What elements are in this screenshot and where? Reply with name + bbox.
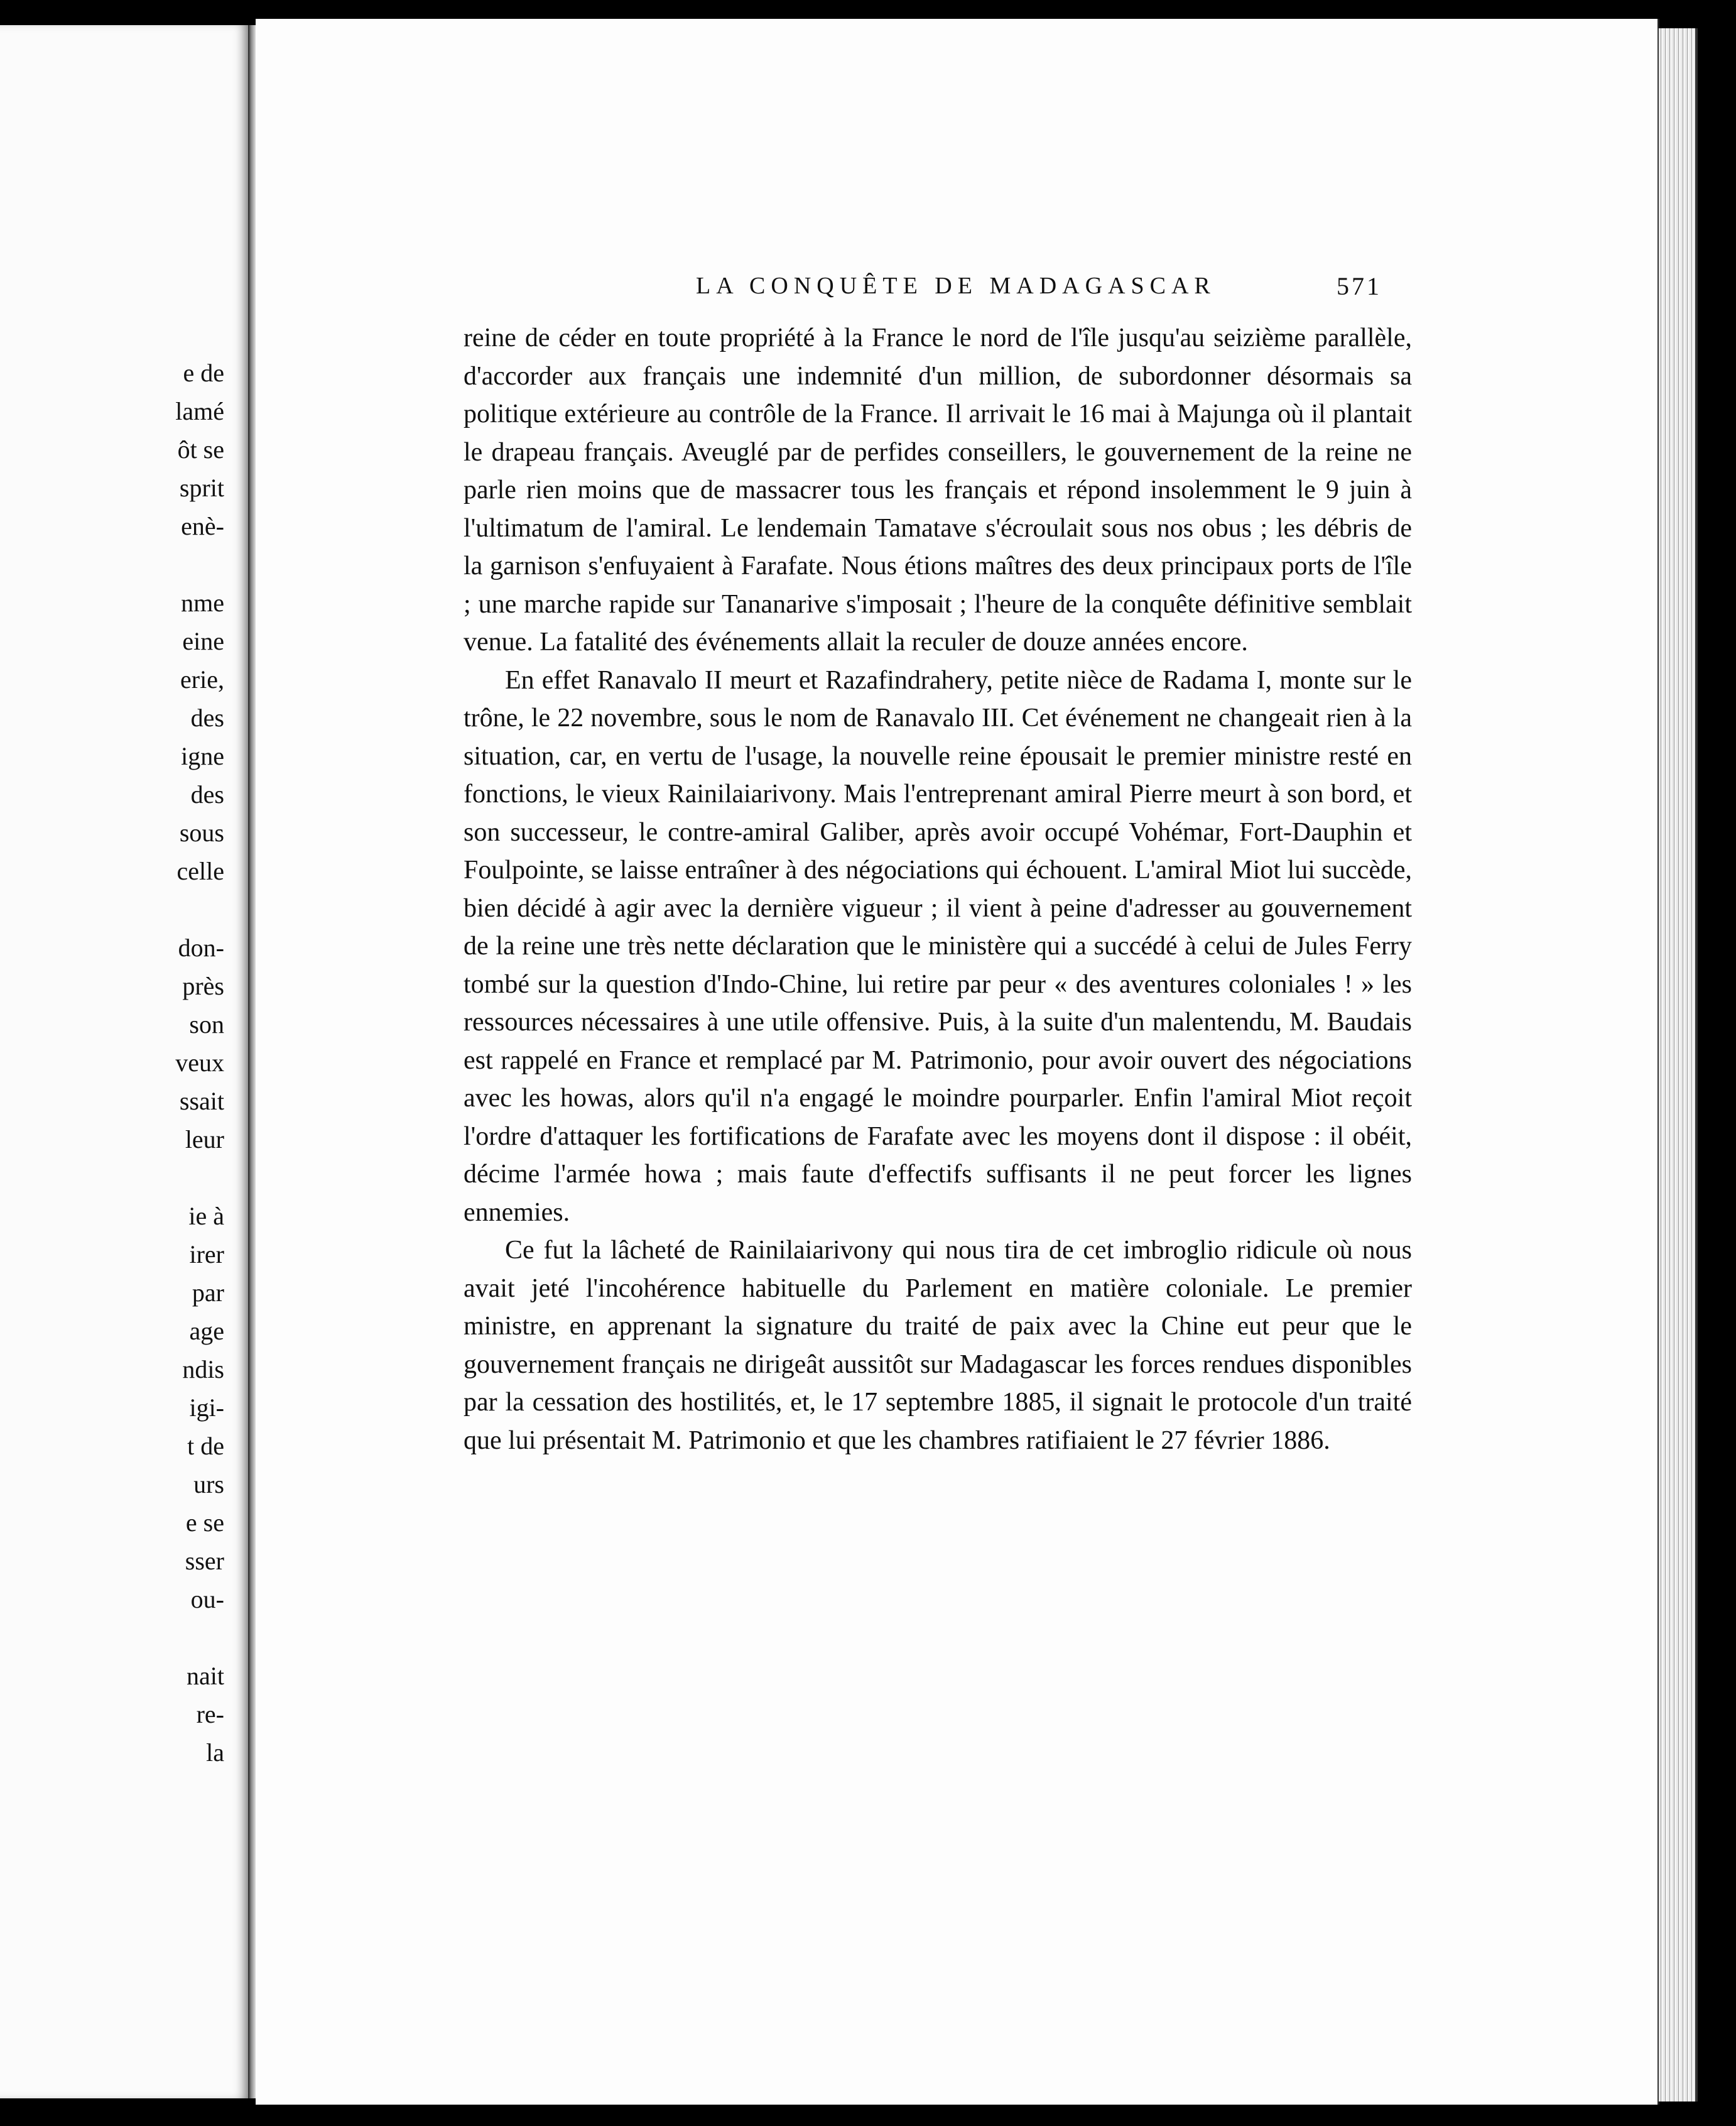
page-edges xyxy=(1657,28,1698,2101)
paragraph-1: reine de céder en toute propriété à la France le nord de l'île jusqu'au seizième parallèle, d'accorder aux français une indemnité d'un million, de subordonner désormais sa politique extérieure au contrôle de la France. Il arrivait le 16 mai à Majunga où il plantait le drapeau français. Aveuglé par de perfides conseillers, le gouvernement de la reine ne parle rien moins que de massacrer tous les français et répond insolemment le 9 juin à l'ultimatum de l'amiral. Le lendemain Tamatave s'écroulait sous nos obus ; les débris de la garnison s'enfuyaient à Farafate. Nous étions maîtres des deux principaux ports de l'île ; une marche rapide sur Tananarive s'imposait ; l'heure de la conquête définitive semblait venue. La fatalité des événements allait la reculer de douze années encore. xyxy=(464,324,1412,657)
body-text xyxy=(464,319,1412,1459)
running-title: LA CONQUÊTE DE MADAGASCAR xyxy=(696,273,1216,299)
page-number: 571 xyxy=(1337,272,1382,300)
facing-page-fragment: e se xyxy=(185,1508,224,1537)
book-gutter xyxy=(248,25,256,2098)
facing-page-fragment: lamé xyxy=(175,397,224,425)
facing-page-fragment: celle xyxy=(176,857,224,885)
facing-page-fragment: erie, xyxy=(180,665,224,694)
facing-page-fragment: sous xyxy=(179,819,224,847)
facing-page-fragment xyxy=(175,890,224,929)
facing-page-fragment: irer xyxy=(189,1240,224,1268)
paragraph-2: En effet Ranavalo II meurt et Razafindrahery, petite nièce de Radama I, monte sur le trône, le 22 novembre, sous le nom de Ranavalo III. Cet événement ne changeait rien à la situation, car, en vertu de l'usage, la nouvelle reine épousait le premier ministre resté en fonctions, le vieux Rainilaiarivony. Mais l'entreprenant amiral Pierre meurt à son bord, et son successeur, le contre-amiral Galiber, après avoir occupé Vohémar, Fort-Dauphin et Foulpointe, se laisse entraîner à des négociations qui échouent. L'amiral Miot lui succède, bien décidé à agir avec la dernière vigueur ; il vient à peine d'adresser au gouvernement de la reine une très nette déclaration que le ministère qui a succédé à celui de Jules Ferry tombé sur la question d'Indo-Chine, lui retire par peur « des aventures coloniales ! » les ressources nécessaires à une utile offensive. Puis, à la suite d'un malentendu, M. Baudais est rappelé en France et remplacé par M. Patrimonio, pour avoir ouvert des négociations avec les howas, alors qu'il n'a engagé le moindre pourparler. Enfin l'amiral Miot reçoit l'ordre d'attaquer les fortifications de Farafate avec les moyens dont il dispose : il obéit, décime l'armée howa ; mais faute d'effectifs suffisants il ne peut forcer les lignes ennemies. xyxy=(464,665,1412,1227)
facing-page-fragment: sprit xyxy=(179,474,224,502)
facing-page-fragment: nait xyxy=(187,1662,224,1690)
facing-page-fragment: nme xyxy=(181,589,224,617)
facing-page-fragment: ssait xyxy=(179,1087,224,1115)
facing-page-fragment: ôt se xyxy=(177,435,224,464)
facing-page-fragment: enè- xyxy=(181,512,224,540)
facing-page-fragment: ie à xyxy=(188,1202,224,1230)
facing-page-fragment: don- xyxy=(178,934,224,962)
facing-page-fragment: eine xyxy=(182,627,224,655)
facing-page-fragment xyxy=(175,1618,224,1657)
facing-page-fragment: age xyxy=(189,1317,224,1345)
facing-page-fragment: veux xyxy=(175,1049,224,1077)
facing-page-fragment: près xyxy=(182,972,224,1000)
facing-page-fragment: re- xyxy=(196,1700,224,1728)
paragraph-3: Ce fut la lâcheté de Rainilaiarivony qui nous tira de cet imbroglio ridicule où nous avait jeté l'incohérence habituelle du Parlement en matière coloniale. Le premier ministre, en apprenant la signature du traité de paix avec la Chine eut peur que le gouvernement français ne dirigeât aussitôt sur Madagascar les forces rendues disponibles par la cessation des hostilités, et, le 17 septembre 1885, il signait le protocole d'un traité que lui présentait M. Patrimonio et que les chambres ratifiaient le 27 février 1886. xyxy=(464,1236,1412,1455)
facing-page-fragment: son xyxy=(189,1010,224,1038)
facing-page-fragment: urs xyxy=(193,1470,224,1498)
facing-page-fragment: t de xyxy=(187,1432,224,1460)
facing-page-left xyxy=(0,25,251,2098)
facing-page-fragment: e de xyxy=(183,359,224,387)
facing-page-fragment: igi- xyxy=(189,1393,224,1422)
facing-page-text-fragments xyxy=(175,354,224,1772)
facing-page-fragment: ou- xyxy=(190,1585,224,1613)
facing-page-fragment: ndis xyxy=(182,1355,224,1383)
facing-page-fragment: la xyxy=(206,1738,224,1767)
facing-page-fragment: leur xyxy=(185,1125,224,1153)
facing-page-fragment: sser xyxy=(185,1547,224,1575)
facing-page-fragment: igne xyxy=(181,742,224,770)
facing-page-fragment xyxy=(175,545,224,584)
facing-page-fragment: par xyxy=(192,1278,224,1307)
facing-page-fragment: des xyxy=(190,704,224,732)
facing-page-fragment xyxy=(175,1158,224,1197)
facing-page-fragment: des xyxy=(190,780,224,809)
